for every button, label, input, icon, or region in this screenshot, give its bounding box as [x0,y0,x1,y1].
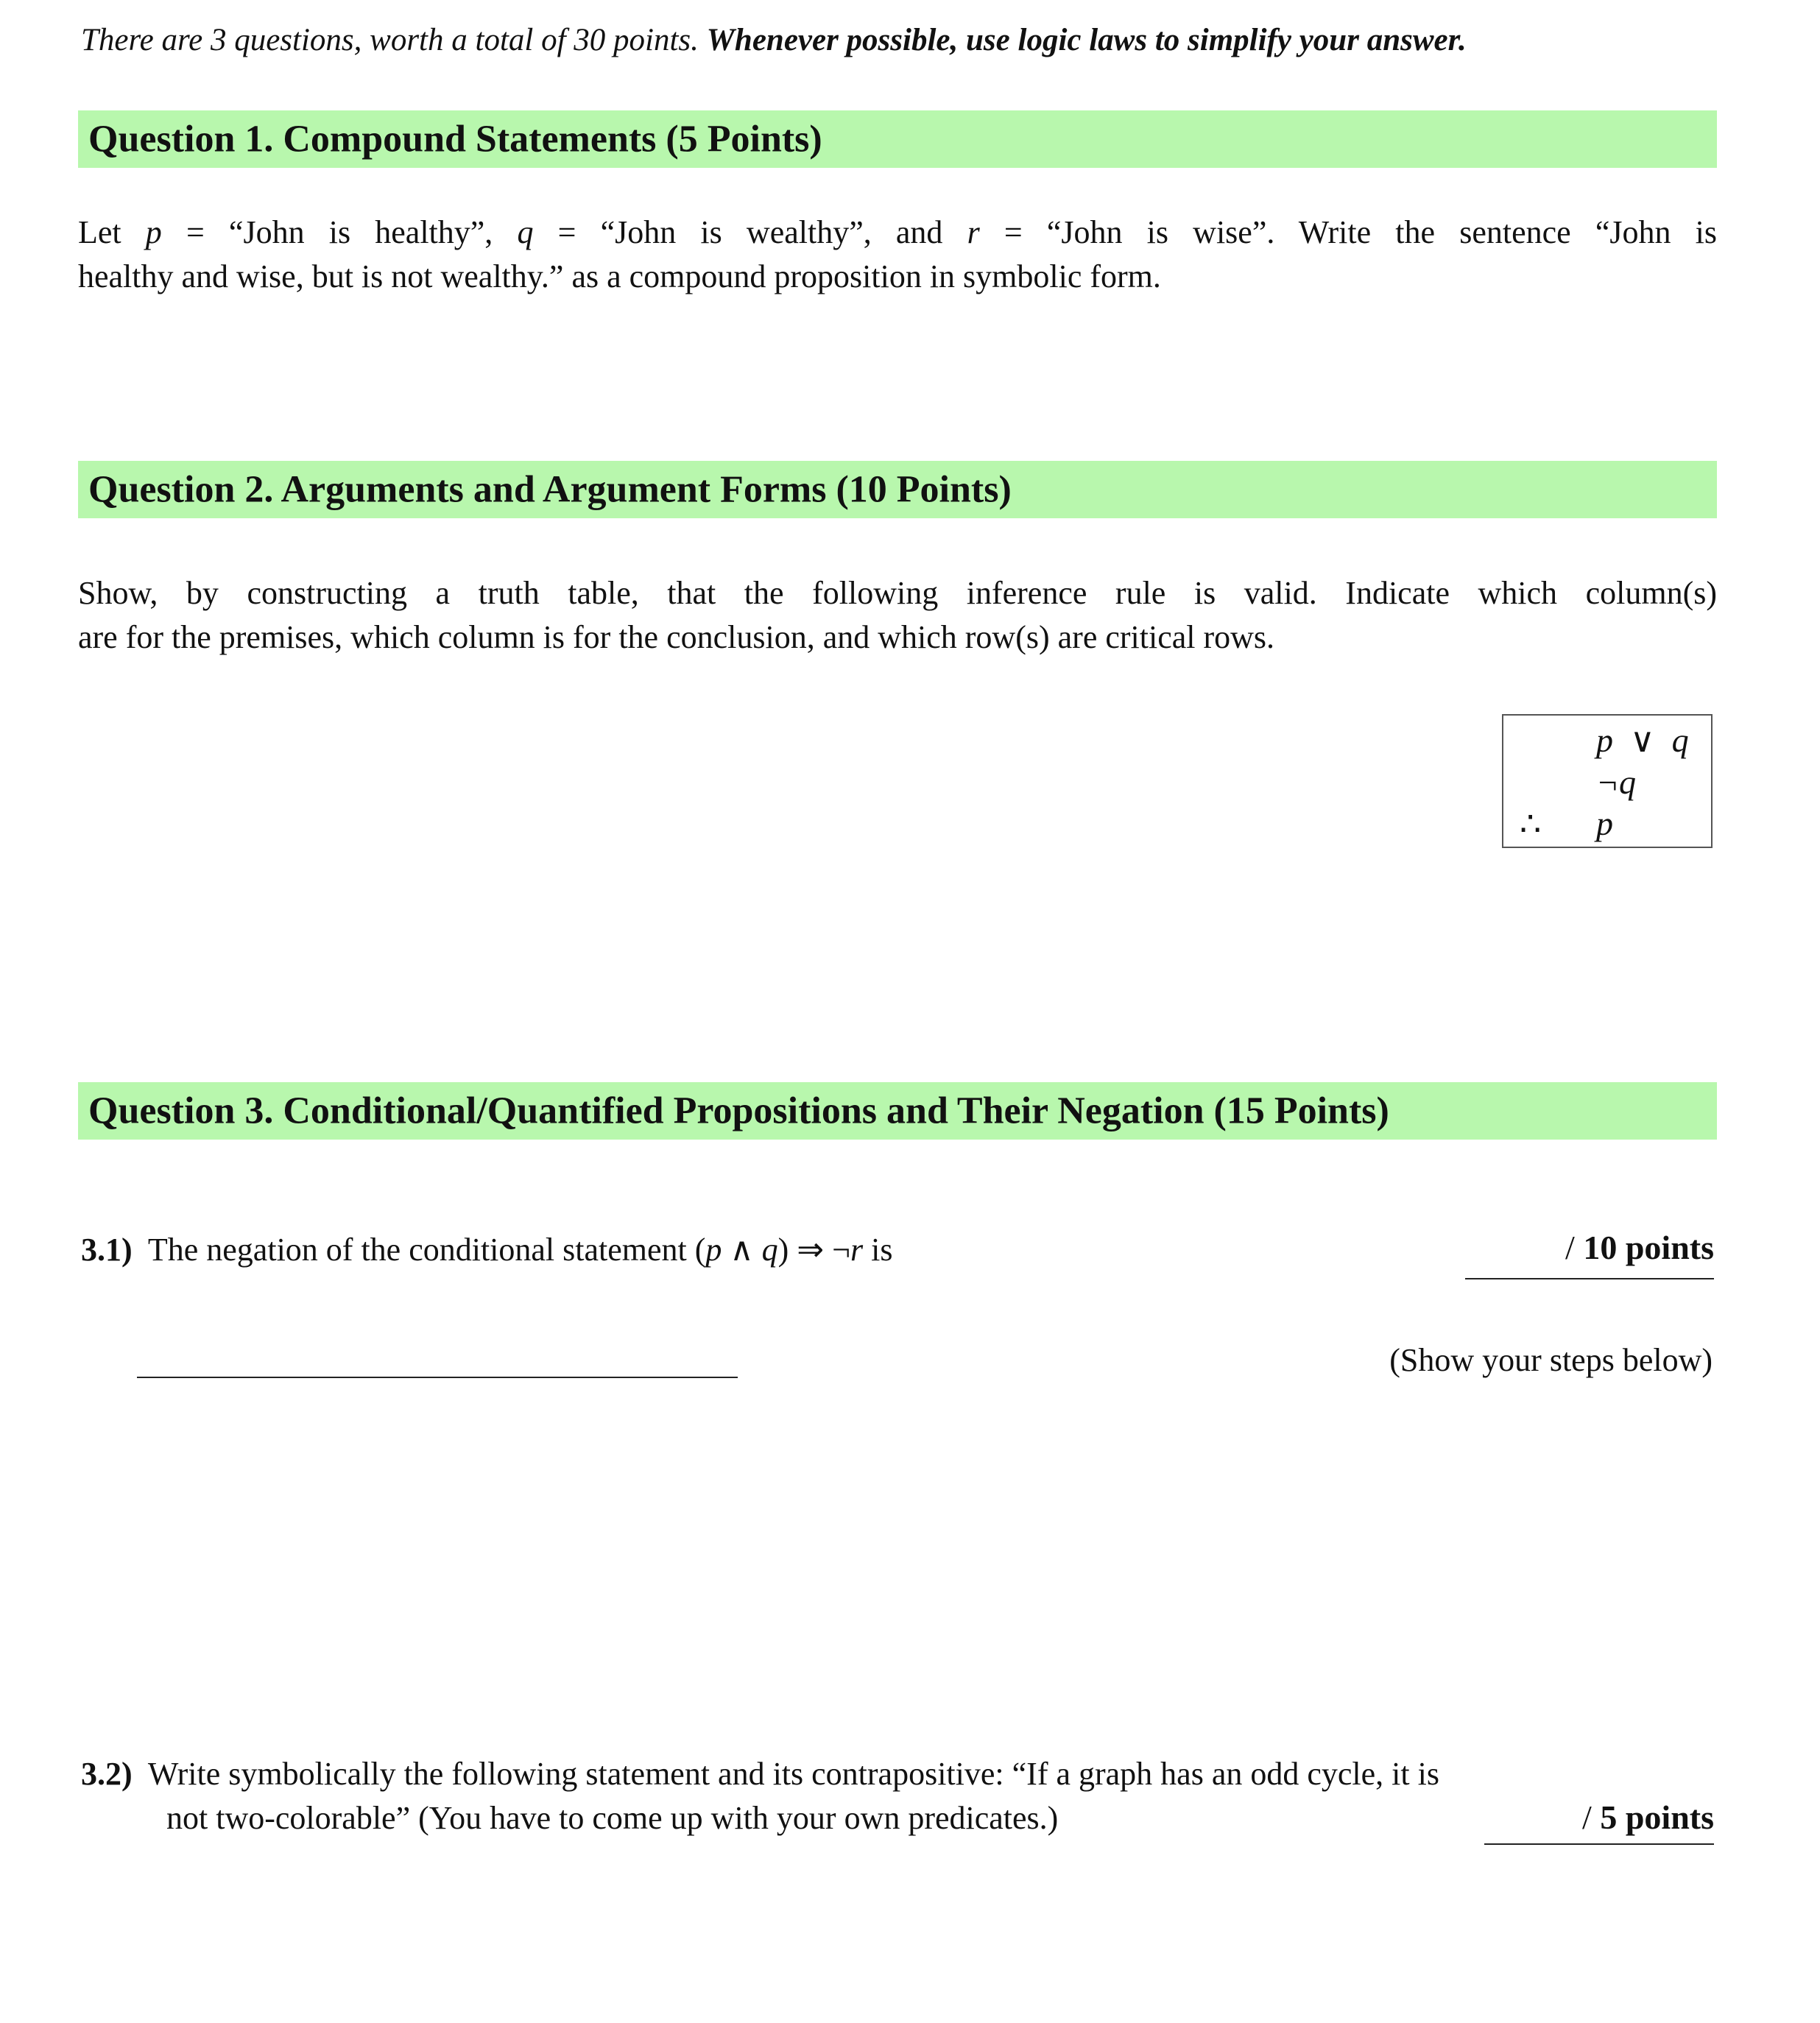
instructions-emphasis: Whenever possible, use logic laws to simplify your answer. [706,23,1467,57]
answer-line-3-1[interactable] [137,1377,738,1378]
question-2-line-2: are for the premises, which column is for the conclusion, and which row(s) are critical rows. [78,619,1275,655]
conclusion: p [1596,805,1613,842]
premise-1: p ∨ q [1596,721,1689,759]
question-1-line-2: healthy and wise, but is not wealthy.” as a compound proposition in symbolic form. [78,258,1161,294]
points-underline-3-1 [1465,1278,1714,1279]
question-2-body [78,571,1717,660]
subquestion-3-2-points: / 5 points [1582,1798,1714,1836]
question-2-line-1: Show, by constructing a truth table, that the following inference rule is valid. Indicate which column(s) [78,575,1717,611]
premise-2: ¬q [1596,763,1637,801]
subquestion-3-1: 3.1) The negation of the conditional statement (p ∧ q) ⇒ ¬r is [81,1232,893,1268]
inference-rule-box [1502,714,1713,848]
subquestion-3-2-line-2: not two-colorable” (You have to come up with your own predicates.) [166,1800,1059,1836]
subquestion-3-2: 3.2) Write symbolically the following statement and its contrapositive: “If a graph has an odd cycle, it is [81,1756,1439,1792]
question-1-body [78,211,1717,299]
question-2-title: Question 2. Arguments and Argument Forms (10 Points) [88,468,1012,511]
question-3-title: Question 3. Conditional/Quantified Propositions and Their Negation (15 Points) [88,1090,1389,1132]
question-3-header [78,1082,1717,1140]
show-steps-note: (Show your steps below) [1389,1342,1713,1378]
exam-instructions [81,22,1467,58]
question-2-header [78,461,1717,518]
instructions-text: There are 3 questions, worth a total of 30 points. [81,23,699,57]
question-1-line-1: Let p = “John is healthy”, q = “John is wealthy”, and r = “John is wise”. Write the sentence “John is [78,214,1717,250]
subquestion-3-1-points: / 10 points [1565,1229,1714,1266]
question-1-header [78,110,1717,168]
points-underline-3-2 [1484,1843,1714,1845]
question-1-title: Question 1. Compound Statements (5 Points) [88,118,822,160]
therefore-symbol: ∴ [1520,805,1542,843]
